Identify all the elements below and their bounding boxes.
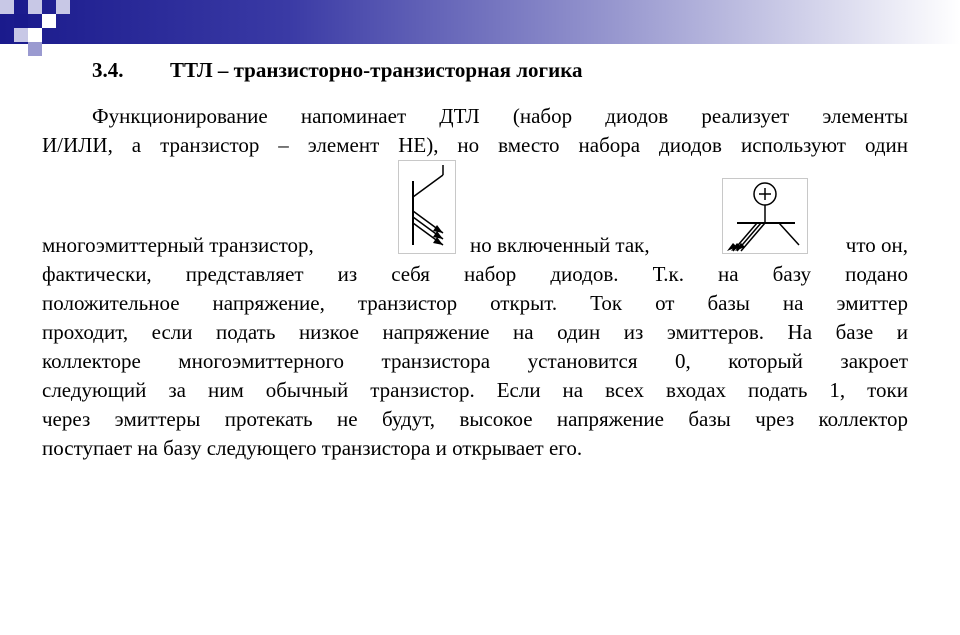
body-line-9: через эмиттеры протекать не будут, высокое напряжение базы чрез коллектор	[42, 407, 908, 431]
multi-emitter-transistor-icon	[398, 160, 456, 254]
body-line-7: коллекторе многоэмиттерного транзистора установится 0, который закроет	[42, 349, 908, 373]
body-line-5: положительное напряжение, транзистор открыт. Ток от базы на эмиттер	[42, 291, 908, 315]
body-line-2: И/ИЛИ, а транзистор – элемент НЕ), но вместо набора диодов используют один	[42, 133, 908, 157]
section-number: 3.4.	[92, 58, 124, 82]
section-title: ТТЛ – транзисторно-транзисторная логика	[170, 58, 583, 82]
body-line-3-part-a: многоэмиттерный транзистор,	[42, 233, 314, 257]
decorative-squares	[0, 0, 80, 60]
body-line-3-part-c: что он,	[845, 233, 908, 257]
body-line-10: поступает на базу следующего транзистора и открывает его.	[42, 436, 583, 460]
body-line-1: Функционирование напоминает ДТЛ (набор диодов реализует элементы	[92, 104, 908, 128]
reversed-transistor-icon	[722, 178, 808, 254]
body-line-6: проходит, если подать низкое напряжение на один из эмиттеров. На базе и	[42, 320, 908, 344]
body-line-3-part-b: но включенный так,	[470, 233, 650, 257]
body-line-8: следующий за ним обычный транзистор. Если на всех входах подать 1, токи	[42, 378, 908, 402]
header-gradient-bar	[0, 0, 960, 44]
section-heading	[92, 58, 582, 83]
body-line-4: фактически, представляет из себя набор диодов. Т.к. на базу подано	[42, 262, 908, 286]
